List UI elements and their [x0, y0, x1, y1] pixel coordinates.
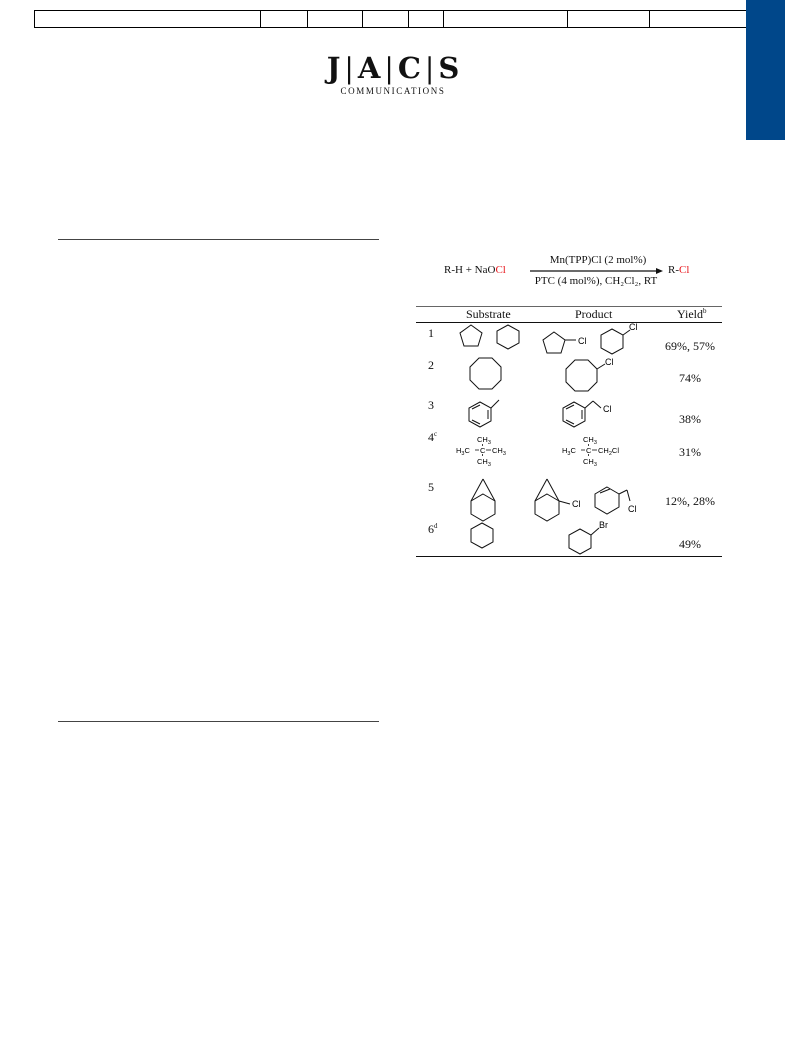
left-rule-bottom	[58, 721, 379, 722]
entry-number	[428, 430, 437, 445]
header-cell	[363, 11, 409, 27]
svg-text:CH2Cl: $CH_2Cl$	[598, 446, 619, 457]
yield-value: 49%	[679, 537, 701, 551]
column-substrate: Substrate	[466, 307, 511, 321]
side-tab	[746, 0, 785, 140]
header-cell	[650, 11, 752, 27]
reagent-cl: Cl	[495, 264, 506, 276]
scheme-reactants	[444, 264, 506, 276]
left-rule-top	[58, 239, 379, 240]
cl-label: Cl	[629, 322, 638, 332]
conditions-below: PTC (4 mol%), CH₂Cl₂, RT	[534, 275, 658, 287]
reaction-scheme	[444, 254, 714, 294]
cyclopentane-cyclohexane-structure	[456, 322, 526, 352]
entry-number	[428, 358, 434, 373]
chlorocyclooctane-structure	[562, 356, 624, 394]
column-product: Product	[575, 307, 613, 321]
entry-footnote: d	[434, 522, 438, 530]
journal-logo	[324, 51, 462, 101]
svg-text:C: C	[586, 446, 592, 455]
entry-number	[428, 398, 434, 413]
svg-text:CH3: $CH_3$	[583, 457, 597, 468]
header-cell	[35, 11, 261, 27]
yield-value: 12%, 28%	[665, 494, 715, 508]
header-cell	[568, 11, 650, 27]
conditions-above: Mn(TPP)Cl (2 mol%)	[549, 254, 647, 266]
chlorocyclopentane-chlorocyclohexane-structure	[540, 322, 650, 356]
entry-number	[428, 480, 434, 495]
header-strip	[34, 10, 753, 28]
cyclohexane-structure	[468, 521, 508, 553]
svg-text:H3C: $H_3C$	[456, 446, 470, 457]
cl-label: Cl	[603, 404, 612, 414]
column-yield-label: Yield	[677, 307, 703, 321]
svg-text:H3C: $H_3C$	[562, 446, 576, 457]
svg-text:CH3: $CH_3$	[477, 457, 491, 468]
svg-text:C: C	[480, 446, 486, 455]
header-cell	[444, 11, 568, 27]
neopentyl-chloride-structure	[560, 434, 636, 468]
logo-letter-s: S	[438, 51, 460, 85]
header-cell	[409, 11, 444, 27]
norcarane-structure	[468, 476, 508, 522]
yield-value: 31%	[679, 445, 701, 459]
svg-text:CH3: $CH_3$	[477, 435, 491, 446]
reactant-rh: R-H	[444, 264, 463, 276]
cyclooctane-structure	[466, 356, 506, 392]
yield-footnote: b	[703, 307, 707, 315]
toluene-structure	[466, 396, 506, 430]
table-rule-bottom	[416, 556, 722, 557]
cl-label: Cl	[572, 499, 581, 509]
logo-subtitle: COMMUNICATIONS	[340, 86, 446, 96]
cl-label: Cl	[578, 336, 587, 346]
plus-sign: +	[465, 264, 472, 276]
br-label: Br	[599, 520, 608, 530]
yield-value: 69%, 57%	[665, 339, 715, 353]
product-prefix: R-	[668, 264, 679, 276]
svg-text:CH3: $CH_3$	[492, 446, 506, 457]
product-cl: Cl	[679, 264, 690, 276]
chloronorcarane-structure	[532, 476, 648, 522]
yield-value: 74%	[679, 371, 701, 385]
svg-text:CH3: $CH_3$	[583, 435, 597, 446]
reaction-arrow	[530, 267, 664, 275]
header-cell	[261, 11, 308, 27]
entry-label: 5	[428, 480, 434, 494]
entry-label: 4	[428, 430, 434, 444]
cl-label: Cl	[628, 504, 637, 514]
scheme-product	[668, 264, 689, 276]
bromocyclohexane-structure	[566, 519, 626, 555]
logo-letter-j: J	[326, 51, 341, 85]
entry-label: 1	[428, 326, 434, 340]
entry-label: 2	[428, 358, 434, 372]
entry-label: 6	[428, 522, 434, 536]
entry-number	[428, 522, 438, 537]
entry-footnote: c	[434, 430, 438, 438]
reagent-prefix: NaO	[474, 264, 496, 276]
yield-value: 38%	[679, 412, 701, 426]
cl-label: Cl	[605, 357, 614, 367]
neopentane-structure	[454, 434, 518, 468]
logo-letters: J | A | C | S	[326, 51, 460, 85]
entry-number	[428, 326, 434, 341]
column-yield	[677, 307, 707, 322]
benzyl-chloride-structure	[560, 396, 630, 430]
header-cell	[308, 11, 363, 27]
logo-letter-c: C	[397, 51, 421, 85]
entry-label: 3	[428, 398, 434, 412]
logo-letter-a: A	[357, 51, 381, 85]
